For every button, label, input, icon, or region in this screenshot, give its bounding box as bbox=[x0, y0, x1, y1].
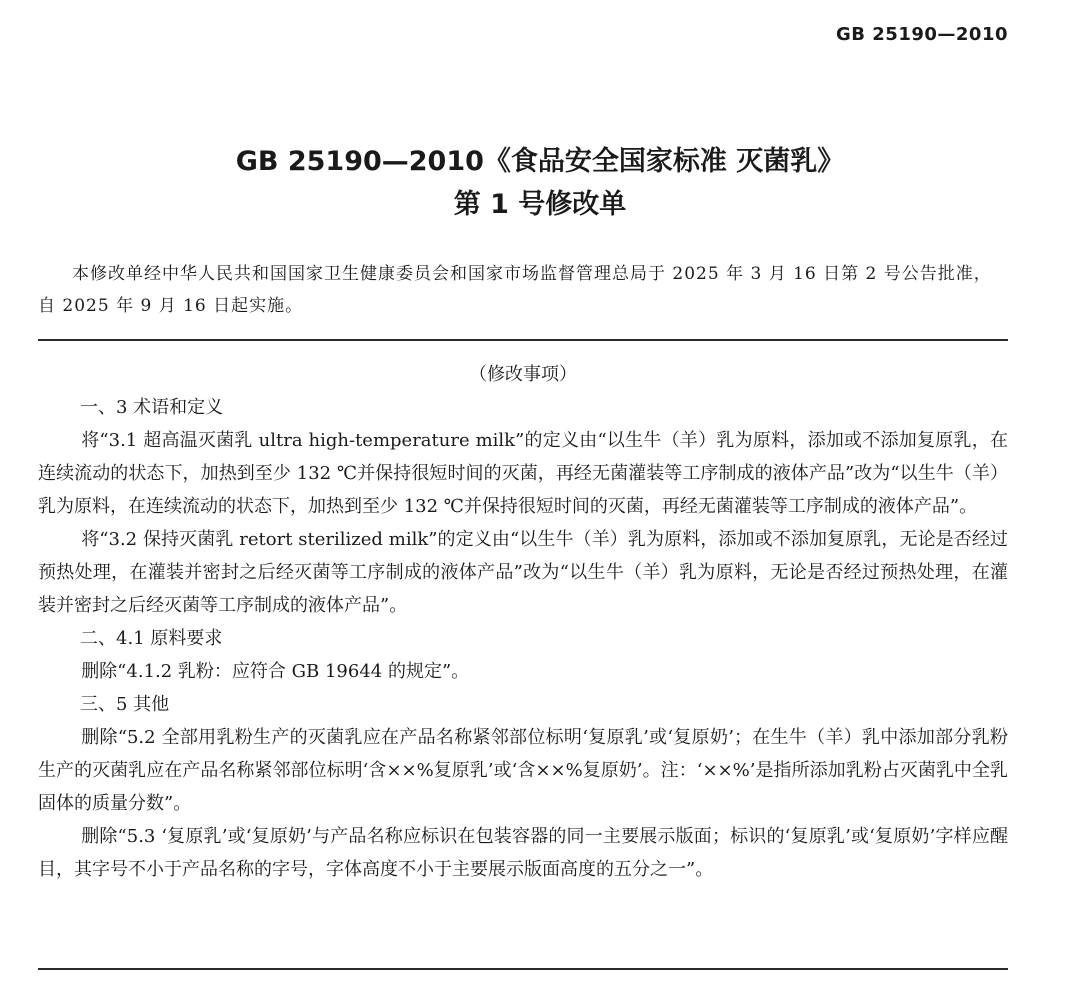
top-divider bbox=[38, 339, 1008, 341]
approval-text: 本修改单经中华人民共和国国家卫生健康委员会和国家市场监督管理总局于 2025 年 3 月 16 日第 2 号公告批准，自 2025 年 9 月 16 日起实施。 bbox=[38, 264, 992, 316]
paragraph-5-3: 删除“5.3 ‘复原乳’或‘复原奶’与产品名称应标识在包装容器的同一主要展示版面；标识的‘复原乳’或‘复原奶’字样应醒目，其字号不小于产品名称的字号，字体高度不小于主要展示版面高度的五分之一”。 bbox=[38, 826, 1008, 880]
section-heading-other: 三、5 其他 bbox=[80, 694, 170, 715]
title-line-1: GB 25190—2010《食品安全国家标准 灭菌乳》 bbox=[235, 146, 845, 177]
items-heading: （修改事项） bbox=[469, 364, 577, 385]
section-heading-raw-materials: 二、4.1 原料要求 bbox=[80, 628, 223, 649]
title-line-2: 第 1 号修改单 bbox=[453, 189, 627, 220]
amendment-body bbox=[38, 358, 1008, 886]
paragraph-4-1-2: 删除“4.1.2 乳粉：应符合 GB 19644 的规定”。 bbox=[81, 661, 470, 682]
paragraph-5-2: 删除“5.2 全部用乳粉生产的灭菌乳应在产品名称紧邻部位标明‘复原乳’或‘复原奶’；在生牛（羊）乳中添加部分乳粉生产的灭菌乳应在产品名称紧邻部位标明‘含××%复原乳’或‘含××%复原奶’。注：‘××%’是指所添加乳粉占灭菌乳中全乳固体的质量分数”。 bbox=[38, 727, 1008, 814]
approval-statement bbox=[38, 258, 1008, 322]
section-heading-terms: 一、3 术语和定义 bbox=[80, 397, 224, 418]
paragraph-3-1: 将“3.1 超高温灭菌乳 ultra high-temperature milk”的定义由“以生牛（羊）乳为原料，添加或不添加复原乳，在连续流动的状态下，加热到至少 132 ℃并保持很短时间的灭菌，再经无菌灌装等工序制成的液体产品”改为“以生牛（羊）乳为原料，在连续流动的状态下，加热到至少 132 ℃并保持很短时间的灭菌，再经无菌灌装等工序制成的液体产品”。 bbox=[38, 430, 1008, 517]
document-title bbox=[0, 142, 1080, 228]
paragraph-3-2: 将“3.2 保持灭菌乳 retort sterilized milk”的定义由“以生牛（羊）乳为原料，添加或不添加复原乳，无论是否经过预热处理，在灌装并密封之后经灭菌等工序制成的液体产品”改为“以生牛（羊）乳为原料，无论是否经过预热处理，在灌装并密封之后经灭菌等工序制成的液体产品”。 bbox=[38, 529, 1008, 616]
document-number: GB 25190—2010 bbox=[836, 24, 1008, 45]
bottom-divider bbox=[38, 968, 1008, 970]
